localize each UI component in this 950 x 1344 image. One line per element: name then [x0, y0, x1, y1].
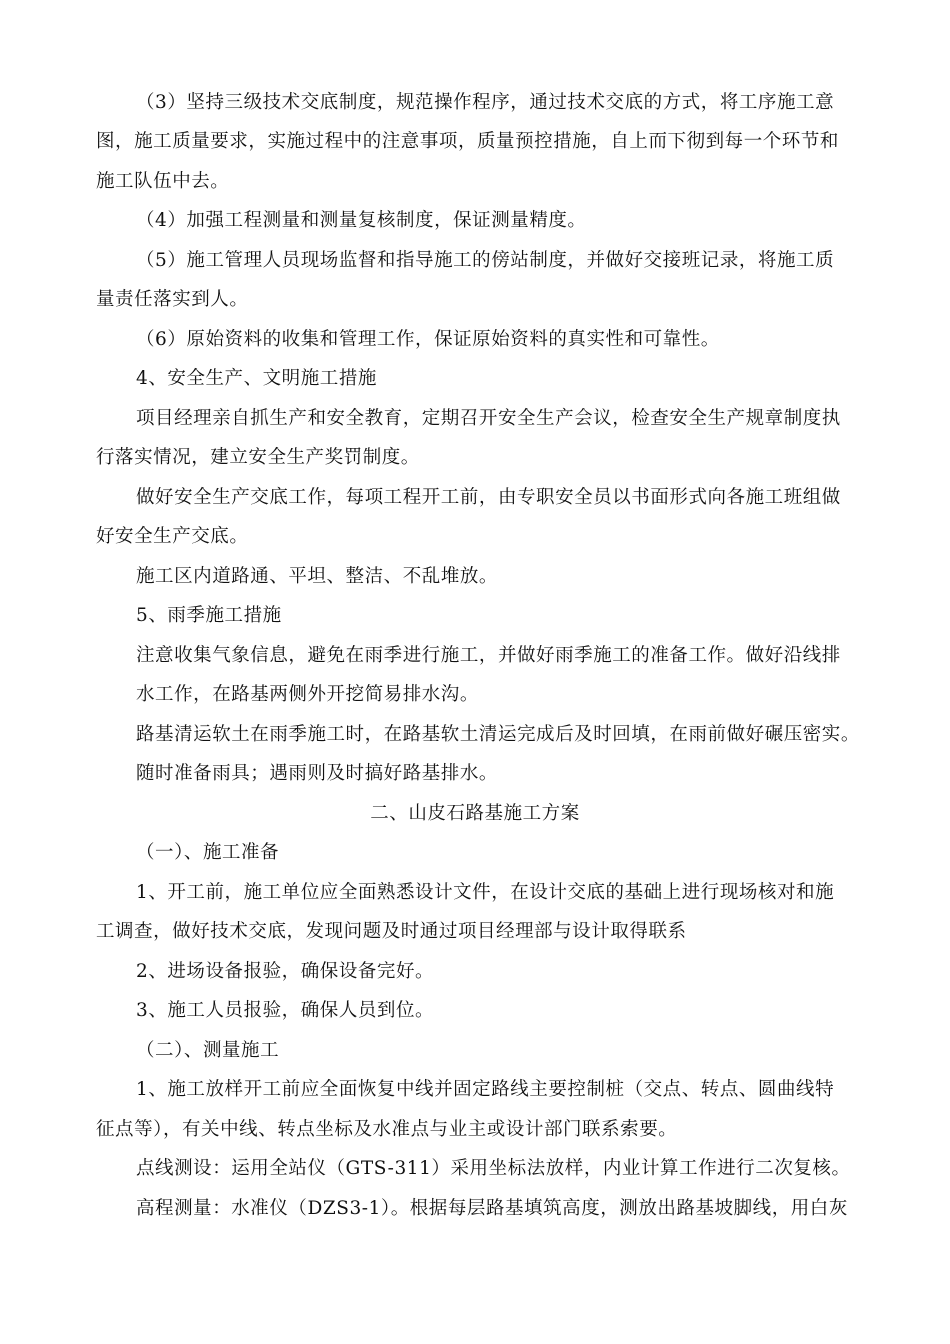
paragraph-safety-3: 施工区内道路通、平坦、整洁、不乱堆放。: [136, 566, 498, 587]
paragraph-rain-3: 随时准备雨具；遇雨则及时搞好路基排水。: [136, 763, 498, 784]
paragraph-item-5-line-2: 量责任落实到人。: [96, 289, 249, 310]
paragraph-safety-2-line-2: 好安全生产交底。: [96, 526, 249, 547]
paragraph-safety-1-line-1: 项目经理亲自抓生产和安全教育，定期召开安全生产会议，检查安全生产规章制度执: [136, 408, 841, 429]
paragraph-survey-1-line-1: 1、施工放样开工前应全面恢复中线并固定路线主要控制桩（交点、转点、圆曲线特: [136, 1079, 835, 1100]
paragraph-survey-2: 点线测设：运用全站仪（GTS-311）采用坐标法放样，内业计算工作进行二次复核。: [136, 1158, 851, 1179]
paragraph-survey-3: 高程测量：水准仪（DZS3-1）。根据每层路基填筑高度，测放出路基坡脚线，用白灰: [136, 1198, 848, 1219]
paragraph-rain-2: 路基清运软土在雨季施工时，在路基软土清运完成后及时回填，在雨前做好碾压密实。: [136, 724, 860, 745]
paragraph-prep-1-line-2: 工调查，做好技术交底，发现问题及时通过项目经理部与设计取得联系: [96, 921, 687, 942]
paragraph-item-3-line-3: 施工队伍中去。: [96, 171, 230, 192]
paragraph-item-4: （4）加强工程测量和测量复核制度，保证测量精度。: [136, 210, 587, 231]
paragraph-survey-1-line-2: 征点等），有关中线、转点坐标及水准点与业主或设计部门联系索要。: [96, 1119, 678, 1140]
paragraph-safety-1-line-2: 行落实情况，建立安全生产奖罚制度。: [96, 447, 420, 468]
heading-safety-measures: 4、安全生产、文明施工措施: [136, 368, 377, 389]
paragraph-prep-2: 2、进场设备报验，确保设备完好。: [136, 961, 435, 982]
subheading-survey: （二）、测量施工: [136, 1040, 280, 1061]
paragraph-item-6: （6）原始资料的收集和管理工作，保证原始资料的真实性和可靠性。: [136, 329, 720, 350]
section-title: 二、山皮石路基施工方案: [370, 803, 580, 824]
paragraph-rain-1-line-2: 水工作，在路基两侧外开挖简易排水沟。: [136, 684, 479, 705]
paragraph-prep-1-line-1: 1、开工前，施工单位应全面熟悉设计文件，在设计交底的基础上进行现场核对和施: [136, 882, 835, 903]
heading-rainy-season: 5、雨季施工措施: [136, 605, 282, 626]
paragraph-safety-2-line-1: 做好安全生产交底工作，每项工程开工前，由专职安全员以书面形式向各施工班组做: [136, 487, 841, 508]
paragraph-item-5-line-1: （5）施工管理人员现场监督和指导施工的傍站制度，并做好交接班记录，将施工质: [136, 250, 835, 271]
paragraph-rain-1-line-1: 注意收集气象信息，避免在雨季进行施工，并做好雨季施工的准备工作。做好沿线排: [136, 645, 841, 666]
paragraph-item-3-line-1: （3）坚持三级技术交底制度，规范操作程序，通过技术交底的方式，将工序施工意: [136, 92, 835, 113]
paragraph-prep-3: 3、施工人员报验，确保人员到位。: [136, 1000, 435, 1021]
paragraph-item-3-line-2: 图，施工质量要求，实施过程中的注意事项，质量预控措施，自上而下彻到每一个环节和: [96, 131, 839, 152]
subheading-preparation: （一）、施工准备: [136, 842, 280, 863]
